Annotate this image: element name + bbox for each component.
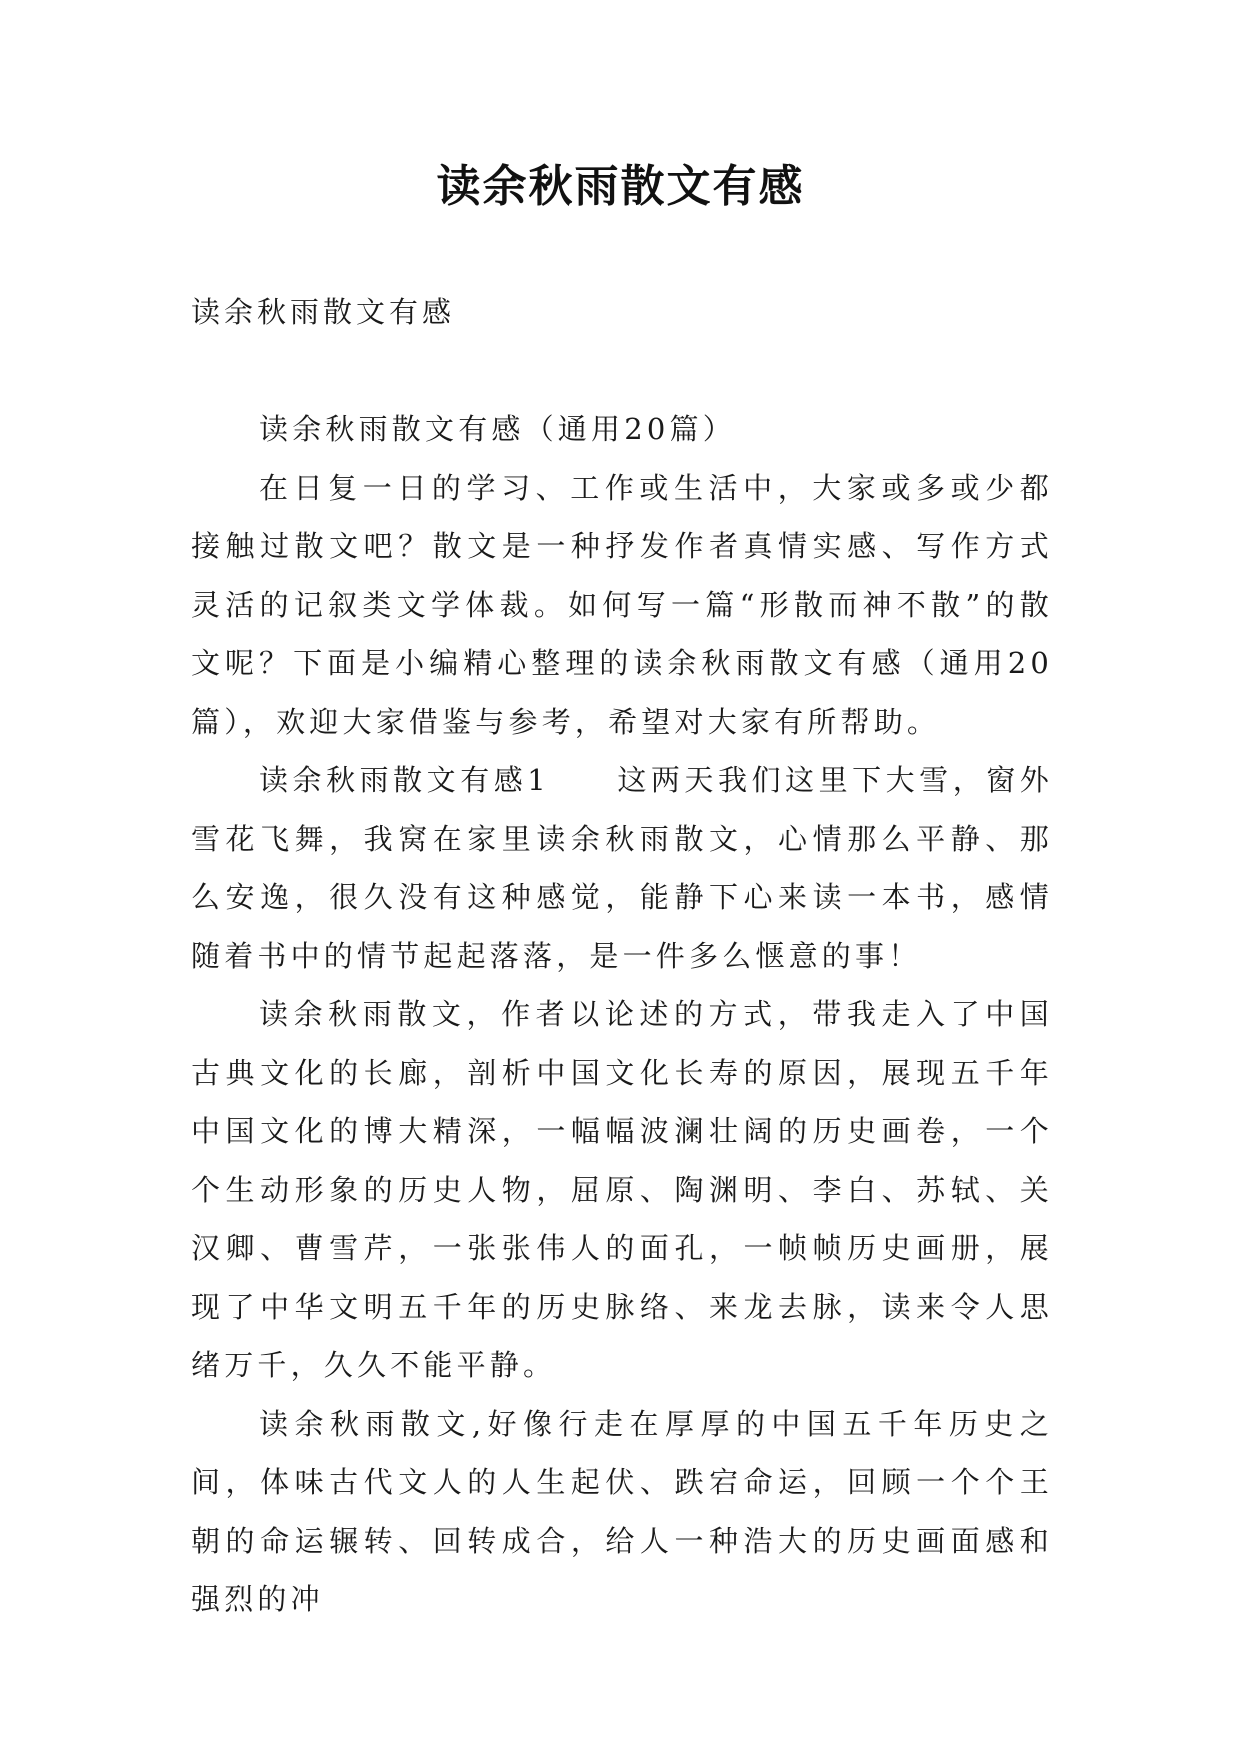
paragraph-essay-1: 读余秋雨散文有感1 这两天我们这里下大雪，窗外雪花飞舞，我窝在家里读余秋雨散文，心情那么平静、那么安逸，很久没有这种感觉，能静下心来读一本书，感情随着书中的情节起起落落，是一件多么惬意的事！ xyxy=(191,763,1053,973)
document-subtitle: 读余秋雨散文有感 xyxy=(191,295,456,329)
paragraph-essay-2: 读余秋雨散文，作者以论述的方式，带我走入了中国古典文化的长廊，剖析中国文化长寿的原因，展现五千年中国文化的博大精深，一幅幅波澜壮阔的历史画卷，一个个生动形象的历史人物，屈原、陶渊明、李白、苏轼、关汉卿、曹雪芹，一张张伟人的面孔，一帧帧历史画册，展现了中华文明五千年的历史脉络、来龙去脉，读来令人思绪万千，久久不能平静。 xyxy=(191,997,1053,1382)
paragraph-essay-3: 读余秋雨散文,好像行走在厚厚的中国五千年历史之间，体味古代文人的人生起伏、跌宕命运，回顾一个个王朝的命运辗转、回转成合，给人一种浩大的历史画面感和强烈的冲 xyxy=(191,1406,1053,1616)
document-body xyxy=(191,400,1053,1629)
paragraph-intro: 在日复一日的学习、工作或生活中，大家或多或少都接触过散文吧？散文是一种抒发作者真情实感、写作方式灵活的记叙类文学体裁。如何写一篇“形散而神不散”的散文呢？下面是小编精心整理的读余秋雨散文有感（通用20篇），欢迎大家借鉴与参考，希望对大家有所帮助。 xyxy=(191,470,1053,739)
paragraph-heading: 读余秋雨散文有感（通用20篇） xyxy=(259,412,736,446)
document-title: 读余秋雨散文有感 xyxy=(436,161,805,212)
